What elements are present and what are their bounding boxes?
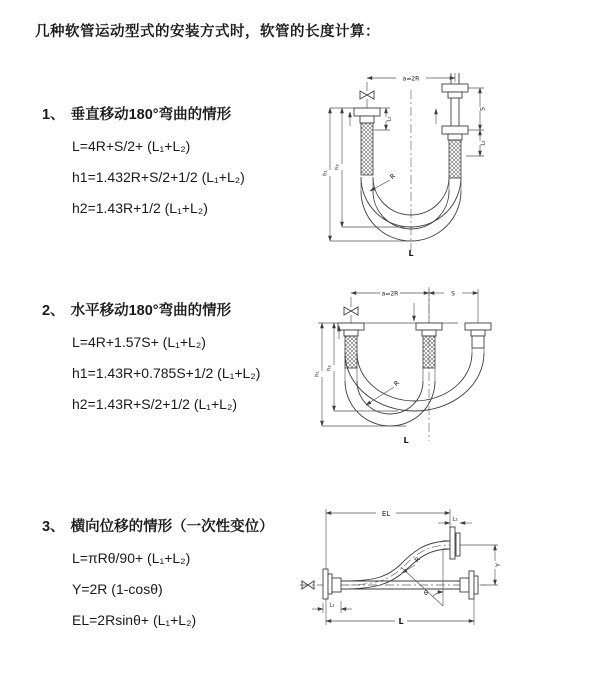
hose-braid — [423, 336, 435, 368]
s-curve-hose — [341, 541, 450, 589]
dim-l1-label: L₁ — [329, 602, 335, 609]
dim-s-label: S — [479, 107, 487, 111]
section-2-title: 水平移动180°弯曲的情形 — [70, 303, 232, 319]
flanges — [338, 323, 491, 368]
dim-l1-label: L₁ — [386, 116, 393, 122]
radius-callout — [366, 379, 401, 405]
radius-label: R — [388, 171, 398, 181]
length-label: L — [398, 617, 404, 626]
hose-arcs — [345, 348, 484, 426]
formula-line: h1=1.43R+0.785S+1/2 (L₁+L₂) — [72, 365, 261, 381]
dimension-l — [326, 599, 474, 626]
dim-el-label: EL — [381, 509, 391, 518]
dim-h2-label: h₂ — [334, 164, 341, 170]
length-label: L — [403, 436, 409, 445]
length-label: L — [408, 249, 414, 258]
section-3 — [42, 512, 322, 636]
dimension-a2r — [351, 289, 478, 323]
hose-braid — [345, 336, 357, 368]
dimension-h1 — [315, 323, 407, 426]
dim-a-label: a=2R — [381, 290, 399, 298]
section-1-heading — [42, 100, 322, 131]
angle-label: θ — [424, 589, 428, 597]
section-2 — [42, 296, 322, 420]
dim-h1-label: h₁ — [322, 170, 329, 176]
dim-l2-label: L₂ — [452, 516, 458, 523]
dimension-l1 — [312, 601, 352, 613]
radius-label: R — [392, 378, 402, 388]
section-2-heading — [42, 296, 322, 327]
formula-line: h2=1.43R+S/2+1/2 (L₁+L₂) — [72, 396, 238, 412]
section-1-title: 垂直移动180°弯曲的情形 — [70, 107, 232, 123]
section-3-number: 3、 — [42, 519, 65, 535]
formula-line: h1=1.432R+S/2+1/2 (L₁+L₂) — [72, 169, 245, 185]
dimension-el — [326, 509, 450, 625]
dimension-s — [429, 290, 478, 297]
diagram-vertical-180-bend — [310, 64, 590, 267]
radius-label: R — [412, 555, 422, 565]
page-title: 几种软管运动型式的安装方式时，软管的长度计算： — [35, 24, 380, 40]
top-right-flange — [443, 527, 460, 559]
section-2-number: 2、 — [42, 303, 65, 319]
formula-line: L=πRθ/90+ (L₁+L₂) — [72, 550, 191, 566]
right-pipe — [436, 73, 468, 178]
formula-line: h2=1.43R+1/2 (L₁+L₂) — [72, 200, 208, 216]
diagram-lateral-displacement — [298, 499, 598, 644]
left-flange — [350, 108, 380, 175]
formula-line: EL=2Rsinθ+ (L₁+L₂) — [72, 612, 197, 628]
valve-icon — [360, 91, 374, 108]
valve-icon — [344, 307, 358, 323]
section-1-number: 1、 — [42, 107, 65, 123]
hose-braid — [449, 140, 461, 178]
dim-h1-label: h₁ — [314, 371, 321, 377]
formula-line: Y=2R (1-cosθ) — [72, 581, 163, 597]
formula-line: L=4R+1.57S+ (L₁+L₂) — [72, 334, 206, 350]
section-3-heading — [42, 512, 322, 543]
bottom-left-flange — [323, 569, 341, 599]
dimension-l2 — [466, 130, 487, 156]
dimension-l2 — [438, 517, 472, 524]
dim-l2-label: L₂ — [480, 140, 487, 146]
formula-line: L=4R+S/2+ (L₁+L₂) — [72, 138, 191, 154]
section-1 — [42, 100, 322, 224]
dim-s-label: S — [451, 290, 455, 298]
dim-h2-label: h₂ — [326, 365, 333, 371]
section-3-title: 横向位移的情形（一次性变位） — [70, 519, 274, 535]
dimension-s — [468, 88, 487, 130]
dim-y-label: Y — [494, 563, 502, 567]
dimension-h2 — [326, 323, 402, 411]
hose-braid — [361, 123, 373, 175]
dim-a-label: a=2R — [402, 75, 420, 83]
diagram-horizontal-180-bend — [306, 281, 591, 456]
